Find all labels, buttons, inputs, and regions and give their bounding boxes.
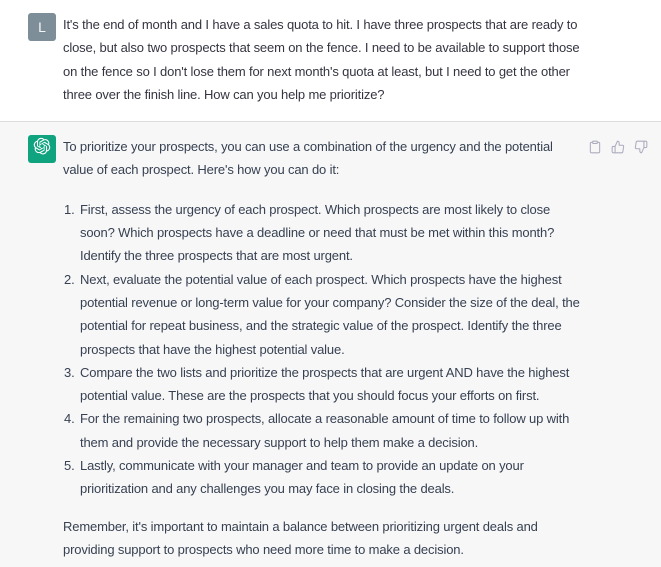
user-avatar: L (28, 13, 56, 41)
thumbs-down-button[interactable] (634, 140, 648, 154)
step-item-4: 4. For the remaining two prospects, allocate a reasonable amount of time to follow up with them and provide the necessary support to help them make a decision. (78, 407, 585, 454)
step-item-1: 1. First, assess the urgency of each prospect. Which prospects are most likely to close soon? Which prospects have a deadline or need that must be met within this month? Identify the three prospects that are most urgent. (78, 198, 585, 268)
message-actions (588, 135, 648, 154)
copy-icon (588, 142, 602, 157)
step-item-5: 5. Lastly, communicate with your manager and team to provide an update on your prioritization and any challenges you may face in closing the deals. (78, 454, 585, 501)
thumbs-up-button[interactable] (611, 140, 625, 154)
step-item-3: 3. Compare the two lists and prioritize the prospects that are urgent AND have the highest potential value. These are the prospects that you should focus your efforts on first. (78, 361, 585, 408)
thumbs-up-icon (611, 142, 625, 157)
thumbs-down-icon (634, 142, 648, 157)
openai-logo-icon (33, 137, 51, 162)
assistant-outro-text: Remember, it's important to maintain a balance between prioritizing urgent deals and providing support to prospects who need more time to make a decision. (63, 518, 538, 557)
assistant-intro-text: To prioritize your prospects, you can use a combination of the urgency and the potential value of each prospect. Here's how you can do it: (63, 139, 553, 178)
steps-list (63, 198, 585, 501)
assistant-message-content (63, 135, 585, 561)
assistant-message (0, 121, 661, 567)
user-message-content (63, 13, 585, 106)
copy-button[interactable] (588, 140, 602, 154)
user-message-text: It's the end of month and I have a sales quota to hit. I have three prospects that are ready to close, but also two prospects that seem on the fence. I need to be available to support those on the fence so I don't lose them for next month's quota at least, but I need to get the other three over the finish line. How can you help me prioritize? (63, 17, 580, 102)
chatgpt-avatar (28, 135, 56, 163)
step-item-2: 2. Next, evaluate the potential value of each prospect. Which prospects have the highest potential revenue or long-term value for your company? Consider the size of the deal, the potential for repeat business, and the strategic value of the prospect. Identify the three prospects that have the highest potential value. (78, 268, 585, 361)
user-message (0, 0, 661, 121)
